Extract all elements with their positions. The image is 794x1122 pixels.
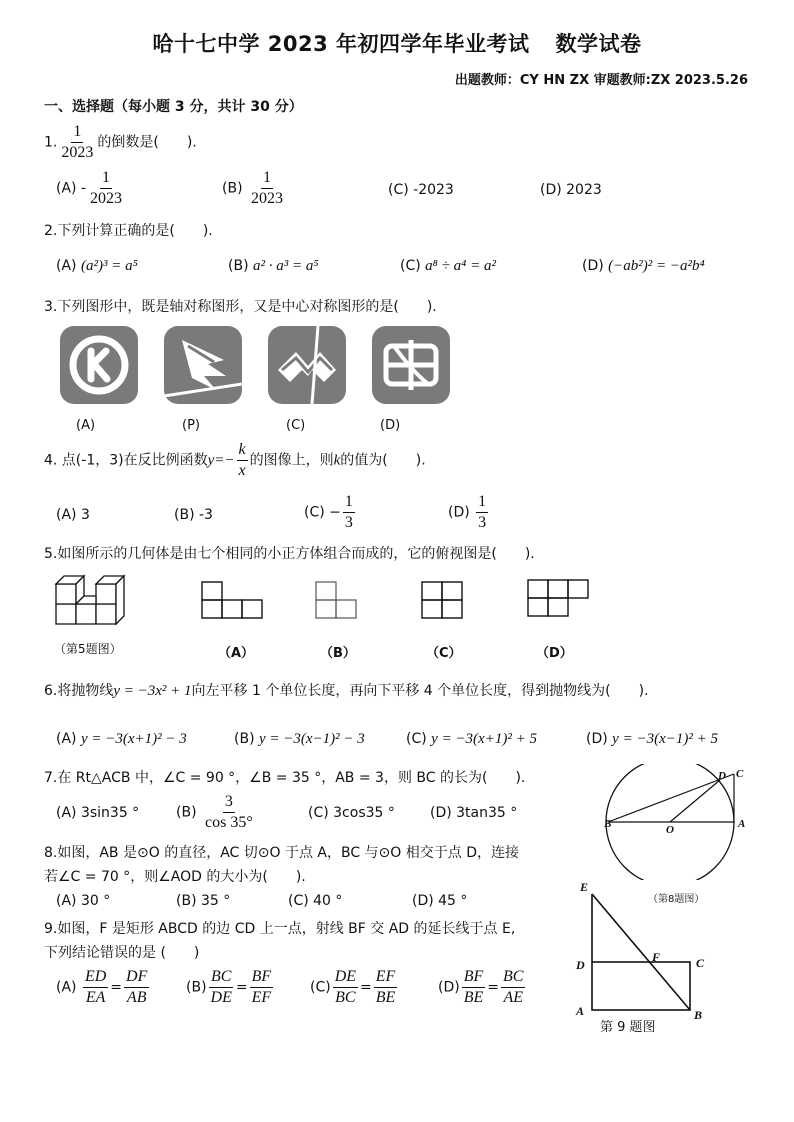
question-7-stem: 7.在 Rt△ACB 中，∠C = 90 °，∠B = 35 °，AB = 3，则 BC 的长为( ). xyxy=(44,770,526,786)
question-8-stem-line2: 若∠C = 70 °，则∠AOD 的大小为( ). xyxy=(44,869,306,885)
question-5-stem: 5.如图所示的几何体是由七个相同的小正方体组合而成的，它的俯视图是( ). xyxy=(44,546,535,562)
q5-option-d-figure xyxy=(526,578,592,620)
q9-option-d: (D) $\frac{BF}{BE}$ = $\frac{BC}{AE}$ xyxy=(438,968,524,1006)
authors-line: 出题教师：CY HN ZX 审题教师:ZX 2023.5.26 xyxy=(454,73,748,88)
q8-label-o: O xyxy=(666,824,674,836)
q8-figure-caption: （第8题图） xyxy=(648,894,705,905)
q9-option-a: (A) $\frac{ED}{EA}$ = $\frac{DF}{AB}$ xyxy=(56,968,148,1006)
q6-option-c: (C) y = −3(x+1)² + 5 xyxy=(406,731,537,747)
q2-option-c: (C) a⁸ ÷ a⁴ = a² xyxy=(400,258,496,274)
question-9-stem-line1: 9.如图，F 是矩形 ABCD 的边 CD 上一点，射线 BF 交 AD 的延长线于点 E, xyxy=(44,921,516,937)
q7-option-a: (A) 3sin35 ° xyxy=(56,805,140,821)
q5-caption-c: （C） xyxy=(426,646,462,661)
logo-knot-icon xyxy=(372,326,450,404)
question-2-stem: 2.下列计算正确的是( ). xyxy=(44,223,213,239)
logo-wing-icon xyxy=(164,326,242,404)
q9-label-f: F xyxy=(652,950,661,964)
q4-option-a: (A) 3 xyxy=(56,507,90,523)
question-1-stem: 1. $\frac{1}{2023}$ 的倒数是( ). xyxy=(44,123,197,161)
q8-label-b: B xyxy=(604,818,612,830)
q9-label-e: E xyxy=(580,880,589,894)
q8-label-c: C xyxy=(736,768,744,780)
q7-option-d: (D) 3tan35 ° xyxy=(430,805,518,821)
question-4-stem: 4. 点(-1，3)在反比例函数y=− $\frac{k}{x}$ 的图像上，则k的值为( ). xyxy=(44,441,426,479)
q5-caption-d: （D） xyxy=(536,646,573,661)
q5-figure-caption: （第5题图） xyxy=(54,642,122,656)
title-main: 哈十七中学 2023 年初四学年毕业考试 xyxy=(152,32,530,56)
q8-option-d: (D) 45 ° xyxy=(412,893,468,909)
q5-option-c-figure xyxy=(420,580,466,620)
q1-option-a: (A) - $\frac{1}{2023}$ xyxy=(56,169,123,207)
q9-label-c: C xyxy=(696,956,705,970)
q8-option-b: (B) 35 ° xyxy=(176,893,231,909)
q8-label-a: A xyxy=(738,818,746,830)
q8-option-c: (C) 40 ° xyxy=(288,893,343,909)
logo-mountain-icon xyxy=(268,326,346,404)
q9-label-a: A xyxy=(576,1004,585,1018)
q1-option-b: (B) $\frac{1}{2023}$ xyxy=(222,169,283,207)
q5-caption-a: （A） xyxy=(218,646,255,661)
page-title xyxy=(0,28,794,58)
q5-option-b-figure xyxy=(314,580,360,620)
q3-caption-c: (C) xyxy=(286,418,306,433)
q2-option-a: (A) (a²)³ = a⁵ xyxy=(56,258,138,274)
q5-caption-b: （B） xyxy=(320,646,356,661)
q9-option-c: (C) $\frac{DE}{BC}$ = $\frac{EF}{BE}$ xyxy=(310,968,396,1006)
q3-caption-a: (A) xyxy=(76,418,96,433)
q6-option-d: (D) y = −3(x−1)² + 5 xyxy=(586,731,718,747)
q1-fraction: $\frac{1}{2023}$ xyxy=(61,123,94,161)
q8-option-a: (A) 30 ° xyxy=(56,893,111,909)
q1-option-c: (C) -2023 xyxy=(388,182,454,198)
q9-rectangle-figure xyxy=(584,886,704,1016)
q8-circle-figure xyxy=(600,764,760,880)
q8-label-d: D xyxy=(718,770,726,782)
q6-option-b: (B) y = −3(x−1)² − 3 xyxy=(234,731,365,747)
q9-option-b: (B) $\frac{BC}{DE}$ = $\frac{BF}{EF}$ xyxy=(186,968,272,1006)
q2-option-d: (D) (−ab²)² = −a²b⁴ xyxy=(582,258,705,274)
q6-option-a: (A) y = −3(x+1)² − 3 xyxy=(56,731,187,747)
q3-caption-d: (D) xyxy=(380,418,401,433)
question-3-stem: 3.下列图形中，既是轴对称图形，又是中心对称图形的是( ). xyxy=(44,299,437,315)
question-6-stem: 6.将抛物线y = −3x² + 1向左平移 1 个单位长度，再向下平移 4 个单位长度，得到抛物线为( ). xyxy=(44,683,649,699)
q4-option-d: (D) $\frac{1}{3}$ xyxy=(448,493,487,531)
q2-option-b: (B) a² · a³ = a⁵ xyxy=(228,258,319,274)
q9-label-d: D xyxy=(576,958,585,972)
q7-option-b: (B) $\frac{3}{\cos 35^\circ}$ xyxy=(176,793,253,831)
q4-option-b: (B) -3 xyxy=(174,507,213,523)
q9-figure-caption: 第 9 题图 xyxy=(600,1020,656,1035)
q9-label-b: B xyxy=(694,1008,703,1022)
q1-option-d: (D) 2023 xyxy=(540,182,602,198)
q4-option-c: (C) − $\frac{1}{3}$ xyxy=(304,493,353,531)
q7-option-c: (C) 3cos35 ° xyxy=(308,805,395,821)
logo-k-icon xyxy=(60,326,138,404)
title-subject: 数学试卷 xyxy=(555,32,642,56)
section-heading: 一、选择题（每小题 3 分，共计 30 分） xyxy=(44,99,303,115)
q5-option-a-figure xyxy=(200,580,266,620)
q3-caption-b: (P) xyxy=(182,418,200,433)
q5-cube-solid-figure xyxy=(50,566,130,630)
question-9-stem-line2: 下列结论错误的是 ( ) xyxy=(44,945,200,961)
question-8-stem-line1: 8.如图，AB 是⊙O 的直径，AC 切⊙O 于点 A，BC 与⊙O 相交于点 D，连接 xyxy=(44,845,519,861)
